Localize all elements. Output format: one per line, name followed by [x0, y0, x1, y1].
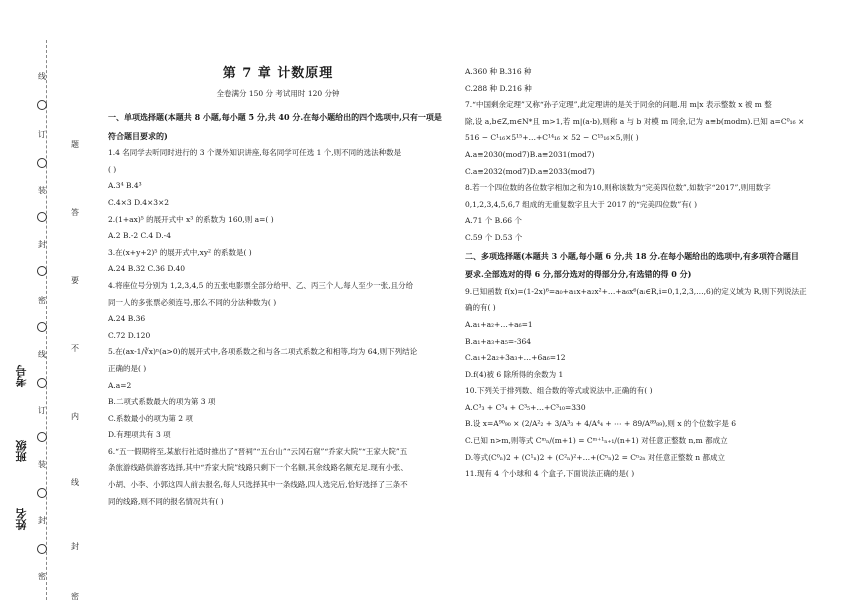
question-line: C.a₁+2a₂+3a₃+…+6a₆=12	[465, 353, 566, 363]
binding-hole-circle	[37, 432, 47, 442]
question-line: A.a=2	[108, 380, 132, 390]
question-line: A.C³₃ + C³₄ + C³₅+…+C³₁₀=330	[465, 402, 586, 412]
binding-hole-circle	[37, 212, 47, 222]
question-line: 7.“中国剩余定理”又称“孙子定理”,此定理讲的是关于同余的问题.用 m|x 表示整数 x 被 m 整	[465, 100, 772, 110]
binding-hole-circle	[37, 158, 47, 168]
question-line: C.288 种 D.216 种	[465, 83, 532, 93]
question-line: ( )	[108, 164, 117, 174]
binding-char: 订	[38, 406, 46, 415]
question-line: A.360 种 B.316 种	[465, 67, 532, 76]
binding-char: 密	[38, 572, 46, 581]
question-line: 5.在(ax-1/∛x)ⁿ(a>0)的展开式中,各项系数之和与各二项式系数之和相等,均为 64,则下列结论	[108, 347, 418, 357]
binding-hole-circle	[37, 544, 47, 554]
question-line: A.3⁴ B.4³	[108, 181, 142, 191]
binding-char: 要	[71, 276, 79, 285]
question-line: 小胡、小李、小郭这四人前去报名,每人只选择其中一条线路,四人选完后,恰好选择了三条不	[108, 480, 408, 490]
binding-char: 订	[38, 130, 46, 139]
binding-hole-circle	[37, 378, 47, 388]
question-line: A.2 B.-2 C.4 D.-4	[108, 231, 171, 241]
binding-char: 题	[71, 140, 79, 149]
right-question-list	[465, 66, 843, 480]
page-title: 第 7 章 计数原理	[222, 66, 334, 81]
question-line: 2.(1+ax)⁵ 的展开式中 x³ 的系数为 160,则 a=( )	[108, 214, 274, 224]
question-line: 1.4 名同学去听同时进行的 3 个课外知识讲座,每名同学可任选 1 个,则不同的选法种数是	[108, 148, 402, 158]
name-label: 姓名	[15, 508, 28, 530]
binding-margin	[0, 0, 100, 608]
exam-number-label: 考号	[15, 365, 28, 387]
binding-char: 不	[71, 344, 79, 353]
left-column	[108, 66, 448, 512]
exam-info: 全卷满分 150 分 考试用时 120 分钟	[216, 89, 340, 98]
question-line: A.24 B.36	[108, 314, 146, 324]
question-line: B.a₁+a₃+a₅=-364	[465, 336, 532, 346]
question-line: A.71 个 B.66 个	[465, 216, 522, 226]
question-line: 4.将座位号分别为 1,2,3,4,5 的五张电影票全部分给甲、乙、丙三个人,每人至少一张,且分给	[108, 280, 414, 290]
question-line: C.4×3 D.4×3×2	[108, 197, 170, 207]
binding-char: 密	[38, 296, 46, 305]
binding-char: 答	[71, 208, 79, 217]
question-line: 3.在(x+y+2)⁵ 的展开式中,xy² 的系数是( )	[108, 247, 252, 257]
question-line: C.已知 n>m,则等式 Cᵐₙ/(m+1) = Cᵐ⁺¹ₙ₊₁/(n+1) 对任意正整数 n,m 都成立	[465, 436, 728, 446]
question-line: 要求.全部选对的得 6 分,部分选对的得部分分,有选错的得 0 分)	[465, 269, 692, 280]
question-line: D.f(4)被 6 除所得的余数为 1	[465, 369, 564, 379]
question-line: A.a≡2030(mod7)B.a≡2031(mod7)	[465, 149, 595, 159]
question-line: 确的有( )	[465, 303, 496, 313]
binding-char: 封	[38, 516, 46, 525]
question-line: 8.若一个四位数的各位数字相加之和为10,则称该数为“完美四位数”,如数字“2017”,则用数字	[465, 183, 771, 193]
question-line: A.24 B.32 C.36 D.40	[108, 264, 186, 274]
question-line: D.等式(C⁰ₙ)2 + (C¹ₙ)2 + (C²ₙ)²+…+(Cⁿₙ)2 = Cⁿ₂ₙ 对任意正整数 n 都成立	[465, 452, 725, 462]
binding-hole-circle	[37, 266, 47, 276]
left-question-list	[108, 110, 448, 508]
question-line: C.a≡2032(mod7)D.a≡2033(mod7)	[465, 166, 595, 176]
question-line: A.a₁+a₂+…+a₆=1	[465, 319, 533, 329]
right-column	[465, 66, 843, 485]
binding-hole-circle	[37, 488, 47, 498]
question-line: 11.现有 4 个小球和 4 个盒子,下面说法正确的是( )	[465, 469, 635, 479]
question-line: 6.“五一假期将至,某旅行社适时推出了“晋祠”“五台山”“云冈石窟”“乔家大院”“王家大院”五	[108, 446, 408, 456]
question-line: 正确的是( )	[108, 363, 147, 373]
binding-char: 密	[71, 592, 79, 601]
binding-char: 封	[71, 542, 79, 551]
binding-char: 内	[71, 412, 79, 421]
question-line: 除,设 a,b∈Z,m∈N*且 m>1,若 m|(a-b),则称 a 与 b 对模 m 同余,记为 a≡b(modm).已知 a=C⁰₁₆ ×	[465, 116, 805, 126]
question-line: 条旅游线路供游客选择,其中“乔家大院”线路只剩下一个名额,其余线路名额充足.现有小张、	[108, 463, 408, 473]
question-line: 0,1,2,3,4,5,6,7 组成的无重复数字且大于 2017 的“完美四位数”有( )	[465, 199, 698, 209]
binding-char: 线	[71, 478, 79, 487]
question-line: B.二项式系数最大的项为第 3 项	[108, 397, 216, 407]
binding-char: 装	[38, 186, 46, 195]
question-line: 一、单项选择题(本题共 8 小题,每小题 5 分,共 40 分.在每小题给出的四个选项中,只有一项是	[108, 112, 442, 122]
binding-char: 装	[38, 460, 46, 469]
question-line: 9.已知函数 f(x)=(1-2x)⁶=a₀+a₁x+a₂x²+…+a₆x⁶(aᵢ∈R,i=0,1,2,3,…,6)的定义域为 R,则下列说法正	[465, 286, 807, 296]
question-line: D.有理项共有 3 项	[108, 430, 171, 440]
question-line: 同一人的多张票必须连号,那么不同的分法种数为( )	[108, 297, 277, 307]
question-line: 二、多项选择题(本题共 3 小题,每小题 6 分,共 18 分.在每小题给出的选项中,有多项符合题目	[465, 250, 799, 261]
question-line: 符合题目要求的)	[108, 130, 168, 141]
question-line: 同的线路,则不同的报名情况共有( )	[108, 496, 224, 506]
question-line: C.72 D.120	[108, 330, 151, 340]
binding-char: 封	[38, 240, 46, 249]
question-line: 10.下列关于排列数、组合数的等式或说法中,正确的有( )	[465, 386, 653, 396]
binding-hole-circle	[37, 100, 47, 110]
question-line: C.59 个 D.53 个	[465, 232, 523, 242]
binding-hole-circle	[37, 322, 47, 332]
question-line: C.系数最小的项为第 2 项	[108, 413, 193, 423]
class-label: 班级	[15, 440, 28, 462]
binding-char: 线	[38, 72, 46, 81]
binding-char: 线	[38, 350, 46, 359]
question-line: 516 − C¹₁₆×5¹⁵+…+C¹⁴₁₆ × 52 − C¹⁵₁₆×5,则( )	[465, 133, 639, 143]
question-line: B.设 x=A⁹⁰₉₀ × (2/A²₂ + 3/A³₃ + 4/A⁴₄ + ⋯ + 89/A⁸⁹₈₉),则 x 的个位数字是 6	[465, 419, 737, 429]
